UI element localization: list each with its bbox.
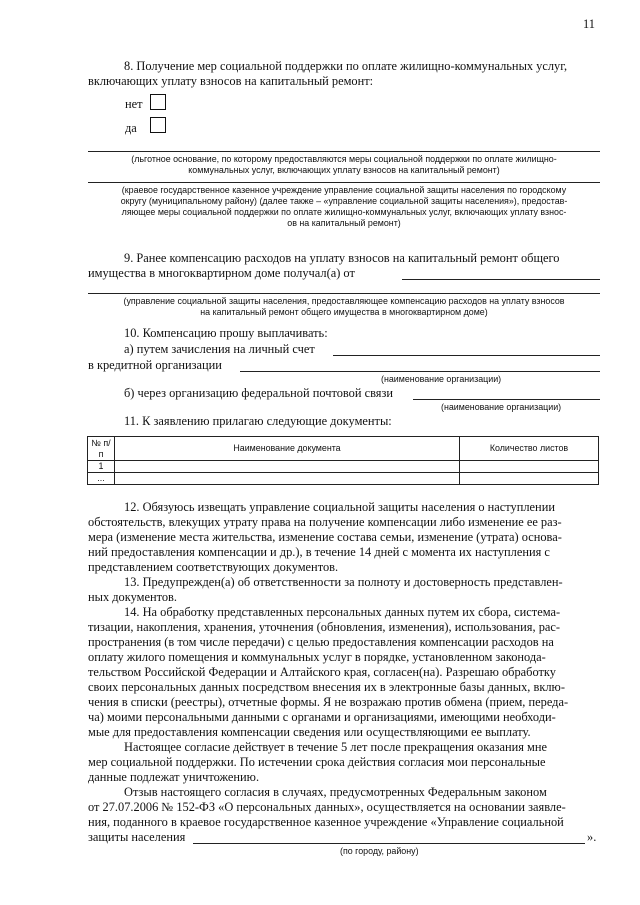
table-header-row xyxy=(88,437,599,461)
item10-option-a: а) путем зачисления на личный счет xyxy=(124,342,315,356)
consent-line3: данные подлежат уничтожению. xyxy=(88,770,260,784)
option-yes-checkbox[interactable] xyxy=(150,117,166,133)
item14-line1: 14. На обработку представленных персональных данных путем их сбора, система- xyxy=(124,605,561,619)
col-count-header: Количество листов xyxy=(460,437,599,461)
revoke-line1: Отзыв настоящего согласия в случаях, предусмотренных Федеральным законом xyxy=(124,785,547,799)
consent-line2: мер социальной поддержки. По истечении срока действия согласия мои персональные xyxy=(88,755,546,769)
post-office-line[interactable] xyxy=(413,399,600,400)
item8-line1: 8. Получение мер социальной поддержки по оплате жилищно-коммунальных услуг, xyxy=(124,59,568,73)
district-caption: (по городу, району) xyxy=(340,846,419,856)
item14-paragraph xyxy=(88,605,600,740)
page-number: 11 xyxy=(583,17,595,31)
item9-caption-2: на капитальный ремонт общего имущества в многоквартирном доме) xyxy=(200,307,488,317)
item13-line1: 13. Предупрежден(а) об ответственности за полноту и достоверность представлен- xyxy=(124,575,563,589)
item9-authority-line[interactable] xyxy=(88,293,600,294)
item9-caption-1: (управление социальной защиты населения, предоставляющее компенсацию расходов на уплату взносов xyxy=(123,296,565,306)
consent-line1: Настоящее согласие действует в течение 5 лет после прекращения оказания мне xyxy=(124,740,548,754)
account-number-line[interactable] xyxy=(333,355,600,356)
revoke-paragraph xyxy=(88,785,600,830)
authority-caption xyxy=(88,185,600,229)
item8-line2: включающих уплату взносов на капитальный ремонт: xyxy=(88,74,374,88)
item12-line5: представлением соответствующих документов. xyxy=(88,560,339,574)
item13-line2: ных документов. xyxy=(88,590,177,604)
row-name-cell[interactable] xyxy=(115,473,460,485)
consent-paragraph xyxy=(88,740,600,785)
table-row xyxy=(88,473,599,485)
item12-line2: обстоятельств, влекущих утрату права на получение компенсации либо изменение ее раз- xyxy=(88,515,562,529)
item14-line3: пространения (в том числе передачи) с целью предоставления компенсации расходов на xyxy=(88,635,554,649)
option-no-label: нет xyxy=(125,97,143,111)
revoke-line2: от 27.07.2006 № 152-ФЗ «О персональных данных», осуществляется на основании заявле- xyxy=(88,800,566,814)
bank-name-caption: (наименование организации) xyxy=(381,374,502,384)
item9-from-line[interactable] xyxy=(402,279,600,280)
row-count-cell[interactable] xyxy=(460,461,599,473)
item14-line8: ча) моими персональными данными с органами и организациями, имеющими необходи- xyxy=(88,710,556,724)
item14-line5: тельством Российской Федерации и Алтайского края, согласен(на). Разрешаю обработку xyxy=(88,665,556,679)
row-num: 1 xyxy=(88,461,115,473)
item13-paragraph xyxy=(88,575,600,605)
row-name-cell[interactable] xyxy=(115,461,460,473)
item12-paragraph xyxy=(88,500,600,575)
item9-line1: 9. Ранее компенсацию расходов на уплату взносов на капитальный ремонт общего xyxy=(124,251,560,265)
item8-heading xyxy=(88,59,600,89)
item10-heading: 10. Компенсацию прошу выплачивать: xyxy=(124,326,328,340)
row-num: ... xyxy=(88,473,115,485)
item12-line1: 12. Обязуюсь извещать управление социальной защиты населения о наступлении xyxy=(124,500,555,514)
revoke-line3: ния, поданного в краевое государственное казенное учреждение «Управление социальной xyxy=(88,815,564,829)
item12-line3: мера (изменение места жительства, изменение состава семьи, изменение (утрата) основа- xyxy=(88,530,562,544)
authority-caption-1: (краевое государственное казенное учреждение управление социальной защиты населения по городскому xyxy=(121,185,567,195)
benefit-basis-caption-1: (льготное основание, по которому предоставляются меры социальной поддержки по оплате жилищно- xyxy=(131,154,557,164)
revoke-line4: защиты населения xyxy=(88,830,186,844)
authority-caption-2: округу (муниципальному району) (далее также – «управление социальной защиты населения»), предостав- xyxy=(120,196,568,206)
documents-table xyxy=(87,436,599,485)
benefit-basis-caption-2: коммунальных услуг, включающих уплату взносов на капитальный ремонт) xyxy=(188,165,500,175)
item10-option-b: б) через организацию федеральной почтовой связи xyxy=(124,386,393,400)
item14-line4: оплату жилого помещения и коммунальных услуг в порядке, установленном законода- xyxy=(88,650,546,664)
benefit-basis-caption xyxy=(88,154,600,176)
item14-line7: чения в списки (реестры), отчетные формы. Я не возражаю против обмена (прием, переда- xyxy=(88,695,569,709)
authority-line[interactable] xyxy=(88,182,600,183)
col-num-header: № п/п xyxy=(88,437,115,461)
item10-option-a2: в кредитной организации xyxy=(88,358,222,372)
bank-name-line[interactable] xyxy=(240,371,600,372)
item14-line2: тизации, накопления, хранения, уточнения (обновления, изменения), использования, рас- xyxy=(88,620,561,634)
authority-caption-3: ляющее меры социальной поддержки по оплате жилищно-коммунальных услуг, включающих уплату взнос- xyxy=(121,207,567,217)
benefit-basis-line[interactable] xyxy=(88,151,600,152)
item14-line9: мые для предоставления компенсации сведения или осуществляющими ее выплату. xyxy=(88,725,531,739)
item9-line2: имущества в многоквартирном доме получал(а) от xyxy=(88,266,355,280)
item14-line6: своих персональных данных посредством внесения их в электронные базы данных, вклю- xyxy=(88,680,565,694)
item9-caption xyxy=(88,296,600,318)
item12-line4: ний предоставления компенсации и др.), в течение 14 дней с момента их наступления с xyxy=(88,545,550,559)
option-no-checkbox[interactable] xyxy=(150,94,166,110)
option-yes-label: да xyxy=(125,121,137,135)
district-line[interactable] xyxy=(193,843,585,844)
item9-heading xyxy=(88,251,600,281)
col-name-header: Наименование документа xyxy=(115,437,460,461)
post-office-caption: (наименование организации) xyxy=(441,402,562,412)
row-count-cell[interactable] xyxy=(460,473,599,485)
item11-heading: 11. К заявлению прилагаю следующие документы: xyxy=(124,414,392,428)
revoke-line4-end: ». xyxy=(587,830,597,844)
authority-caption-4: ов на капитальный ремонт) xyxy=(287,218,401,228)
table-row xyxy=(88,461,599,473)
